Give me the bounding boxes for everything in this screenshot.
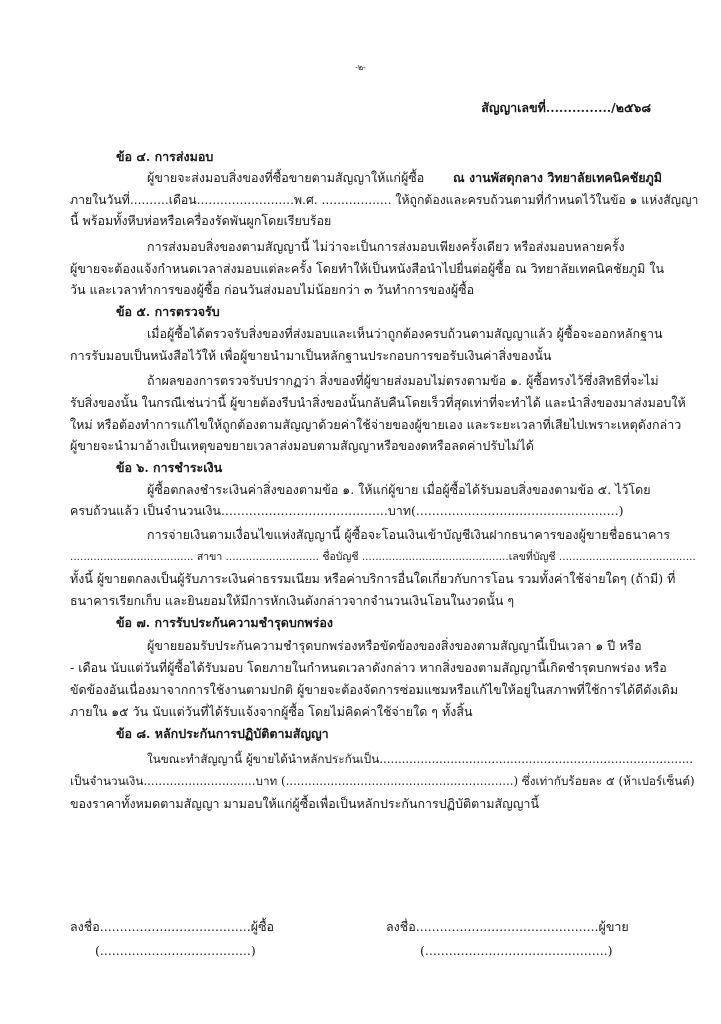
section-5-paragraph-2-line-3: ใหม่ หรือต้องทำการแก้ไขให้ถูกต้องตามสัญญาด้วยค่าใช้จ่ายของผู้ขายเอง และระยะเวลาที่เสียไปเพราะเหตุดังกล่าว <box>70 417 682 432</box>
contract-number: สัญญาเลขที่.............../๒๕๖๘ <box>481 100 651 115</box>
seller-signature-line: ลงชื่อ..............................................ผู้ขาย <box>386 919 629 934</box>
section-7-heading: ข้อ ๗. การรับประกันความชำรุดบกพร่อง <box>116 615 333 630</box>
section-5-paragraph-2-line-2: รับสิ่งของนั้น ในกรณีเช่นว่านี้ ผู้ขายต้องรีบนำสิ่งของนั้นกลับคืนโดยเร็วที่สุดเท่าที่จะทำได้ และนำสิ่งของมาส่งมอบให้ <box>70 395 686 410</box>
section-4-paragraph-1-line-2: ภายในวันที่..........เดือน.........................พ.ศ. .................. ให้ถูกต้องและครบถ้วนตามที่กำหนดไว้ในข้อ ๑ แห่งสัญญา <box>70 193 699 207</box>
section-4-delivery-place: ณ งานพัสดุกลาง วิทยาลัยเทคนิคชัยภูมิ <box>453 170 662 185</box>
section-4-paragraph-1-line-3: นี้ พร้อมทั้งหีบห่อหรือเครื่องรัดพันผูกโดยเรียบร้อย <box>70 213 332 228</box>
section-7-paragraph-1-line-4: ภายใน ๑๕ วัน นับแต่วันที่ได้รับแจ้งจากผู้ซื้อ โดยไม่คิดค่าใช้จ่ายใด ๆ ทั้งสิ้น <box>70 704 473 719</box>
section-5-paragraph-2-line-4: ผู้ขายจะนำมาอ้างเป็นเหตุขอขยายเวลาส่งมอบตามสัญญาหรือของดหรือลดค่าปรับไม่ได้ <box>70 438 534 453</box>
section-6-paragraph-3-line-1: ทั้งนี้ ผู้ขายตกลงเป็นผู้รับภาระเงินค่าธรรมเนียม หรือค่าบริการอื่นใดเกี่ยวกับการโอน รวมทั้งค่าใช้จ่ายใดๆ (ถ้ามี) ที่ <box>70 571 676 586</box>
section-7-paragraph-1-line-1: ผู้ขายยอมรับประกันความชำรุดบกพร่องหรือขัดข้องของสิ่งของตามสัญญานี้เป็นเวลา ๑ ปี หรือ <box>147 638 642 653</box>
section-8-paragraph-1-line-1: ในขณะทำสัญญานี้ ผู้ขายได้นำหลักประกันเป็น.................................................................................... <box>147 752 694 766</box>
section-8-heading: ข้อ ๘. หลักประกันการปฏิบัติตามสัญญา <box>116 726 329 741</box>
section-6-paragraph-3-line-2: ธนาคารเรียกเก็บ และยินยอมให้มีการหักเงินดังกล่าวจากจำนวนเงินโอนในงวดนั้น ๆ <box>70 593 515 608</box>
section-4-paragraph-2-line-2: ผู้ขายจะต้องแจ้งกำหนดเวลาส่งมอบแต่ละครั้ง โดยทำให้เป็นหนังสือนำไปยื่นต่อผู้ซื้อ ณ วิทยาลัยเทคนิคชัยภูมิ ใน <box>70 261 664 276</box>
section-8-paragraph-1-line-2: เป็นจำนวนเงิน..............................บาท (.............................................................) ซึ่งเท่ากับร้อยละ ๕ (ห้าเปอร์เซ็นต์) <box>70 774 695 788</box>
seller-name-line: (..............................................) <box>420 943 613 958</box>
section-6-paragraph-2-line-2: ..................................... สาขา ............................ ชื่อบัญชี ............................................เลขที่บัญชี ......................................... <box>70 551 696 563</box>
section-5-paragraph-2-line-1: ถ้าผลของการตรวจรับปรากฏว่า สิ่งของที่ผู้ขายส่งมอบไม่ตรงตามข้อ ๑. ผู้ซื้อทรงไว้ซึ่งสิทธิที่จะไม่ <box>147 373 659 388</box>
buyer-signature-line: ลงชื่อ......................................ผู้ซื้อ <box>70 919 275 934</box>
section-4-paragraph-1-line-1 <box>147 170 662 186</box>
section-6-paragraph-1-line-1: ผู้ซื้อตกลงชำระเงินค่าสิ่งของตามข้อ ๑. ให้แก่ผู้ขาย เมื่อผู้ซื้อได้รับมอบสิ่งของตามข้อ ๕. ไว้โดย <box>147 482 651 497</box>
section-6-paragraph-1-line-2: ครบถ้วนแล้ว เป็นจำนวนเงิน..........................................บาท(...................................................) <box>70 503 624 518</box>
section-5-heading: ข้อ ๕. การตรวจรับ <box>116 304 220 319</box>
section-4-paragraph-2-line-1: การส่งมอบสิ่งของตามสัญญานี้ ไม่ว่าจะเป็นการส่งมอบเพียงครั้งเดียว หรือส่งมอบหลายครั้ง <box>147 239 625 254</box>
section-4-paragraph-2-line-3: วัน และเวลาทำการของผู้ซื้อ ก่อนวันส่งมอบไม่น้อยกว่า ๓ วันทำการของผู้ซื้อ <box>70 282 475 297</box>
section-6-paragraph-2-line-1: การจ่ายเงินตามเงื่อนไขแห่งสัญญานี้ ผู้ซื้อจะโอนเงินเข้าบัญชีเงินฝากธนาคารของผู้ขายชื่อธนาคาร <box>147 527 671 542</box>
section-5-paragraph-1-line-2: การรับมอบเป็นหนังสือไว้ให้ เพื่อผู้ขายนำมาเป็นหลักฐานประกอบการขอรับเงินค่าสิ่งของนั้น <box>70 348 552 363</box>
section-4-delivery-text: ผู้ขายจะส่งมอบสิ่งของที่ซื้อขายตามสัญญาให้แก่ผู้ซื้อ <box>147 170 425 185</box>
section-8-paragraph-1-line-3: ของราคาทั้งหมดตามสัญญา มามอบให้แก่ผู้ซื้อเพื่อเป็นหลักประกันการปฏิบัติตามสัญญานี้ <box>70 796 540 811</box>
section-5-paragraph-1-line-1: เมื่อผู้ซื้อได้ตรวจรับสิ่งของที่ส่งมอบและเห็นว่าถูกต้องครบถ้วนตามสัญญาแล้ว ผู้ซื้อจะออกหลักฐาน <box>147 326 663 341</box>
page-number: -๒- <box>355 63 366 72</box>
buyer-name-line: (......................................) <box>95 943 256 958</box>
section-7-paragraph-1-line-2: - เดือน นับแต่วันที่ผู้ซื้อได้รับมอบ โดยภายในกำหนดเวลาดังกล่าว หากสิ่งของตามสัญญานี้เกิดชำรุดบกพร่อง หรือ <box>70 660 667 675</box>
section-6-heading: ข้อ ๖. การชำระเงิน <box>116 460 223 475</box>
section-7-paragraph-1-line-3: ขัดข้องอันเนื่องมาจากการใช้งานตามปกติ ผู้ขายจะต้องจัดการซ่อมแซมหรือแก้ไขให้อยู่ในสภาพที่ใช้การได้ดีดังเดิม <box>70 682 679 697</box>
section-4-heading: ข้อ ๔. การส่งมอบ <box>116 149 214 164</box>
